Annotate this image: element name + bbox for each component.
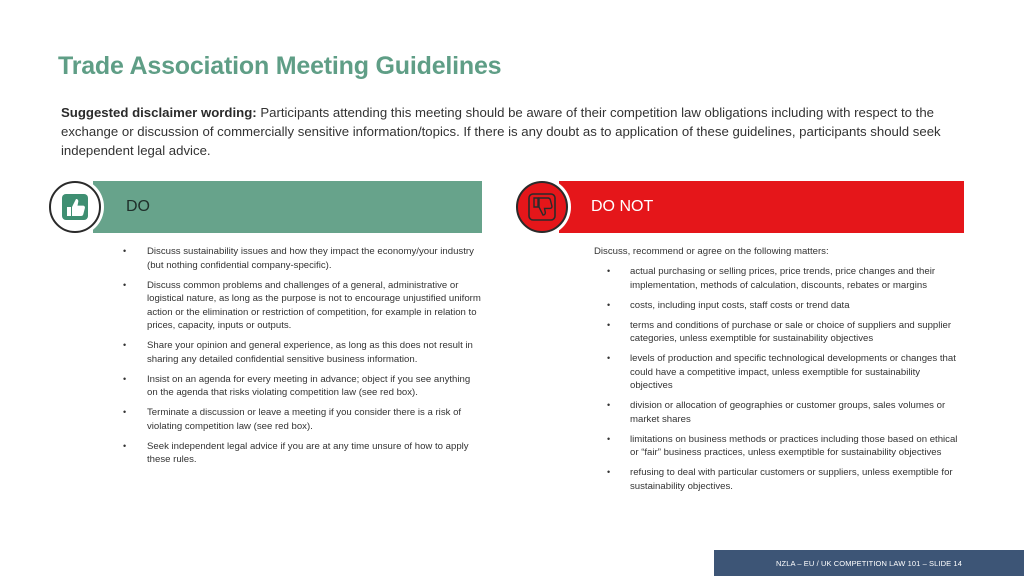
list-item: • Terminate a discussion or leave a meeting if you consider there is a risk of violating competition law (see red box). xyxy=(123,407,462,432)
list-item: • Share your opinion and general experience, as long as this does not result in sharing any detailed confidential sensitive business information. xyxy=(123,340,473,365)
footer-text: NZLA – EU / UK COMPETITION LAW 101 – SLIDE 14 xyxy=(776,558,962,568)
list-item: • Insist on an agenda for every meeting in advance; object if you see anything on the agenda that risks violating competition law (see red box). xyxy=(123,373,471,398)
thumbs-up-badge xyxy=(49,181,101,233)
list-item: • Seek independent legal advice if you are at any time unsure of how to apply these rules. xyxy=(123,440,469,465)
list-item: • division or allocation of geographies or customer groups, sales volumes or market shares xyxy=(607,400,946,425)
list-item: • costs, including input costs, staff costs or trend data xyxy=(607,299,850,311)
disclaimer-lead: Suggested disclaimer wording: xyxy=(61,105,257,120)
list-item: • levels of production and specific technological developments or changes that could have a competitive impact, unless exemptible for sustainability objectives xyxy=(607,353,956,391)
footer-bar xyxy=(714,550,1024,576)
do-list xyxy=(123,245,482,473)
do-heading: DO xyxy=(126,198,150,215)
list-item: • Discuss common problems and challenges of a general, administrative or logistical nature, as long as the purpose is not to encourage unjustified uniform action or the elimination or restriction of competition, for example in relation to prices, capacity, inputs or outputs. xyxy=(123,279,481,331)
disclaimer-paragraph xyxy=(61,103,981,160)
thumbs-down-badge xyxy=(516,181,568,233)
page-title: Trade Association Meeting Guidelines xyxy=(58,52,502,80)
thumbs-down-icon xyxy=(525,190,559,224)
do-not-intro: Discuss, recommend or agree on the following matters: xyxy=(594,246,829,257)
do-banner xyxy=(93,181,482,233)
list-item: • limitations on business methods or practices including those based on ethical or “fair” business practices, unless exemptible for sustainability objectives xyxy=(607,433,958,458)
disclaimer-body: Participants attending this meeting should be aware of their competition law obligations including with respect to the exchange or discussion of commercially sensitive information/topics. If there is any doubt as to application of these guidelines, participants should seek independent legal advice. xyxy=(61,105,941,158)
do-not-list xyxy=(607,265,960,500)
thumbs-up-icon xyxy=(58,190,92,224)
list-item: • Discuss sustainability issues and how they impact the economy/your industry (but nothing confidential company-specific). xyxy=(123,246,474,271)
do-not-banner xyxy=(559,181,964,233)
do-not-heading: DO NOT xyxy=(591,198,654,215)
list-item: • actual purchasing or selling prices, price trends, price changes and their implementation, methods of calculation, discounts, rebates or margins xyxy=(607,266,936,291)
list-item: • terms and conditions of purchase or sale or choice of suppliers and supplier categories, unless exemptible for sustainability objectives xyxy=(607,319,952,344)
list-item: • refusing to deal with particular customers or suppliers, unless exemptible for sustainability objectives. xyxy=(607,467,953,492)
